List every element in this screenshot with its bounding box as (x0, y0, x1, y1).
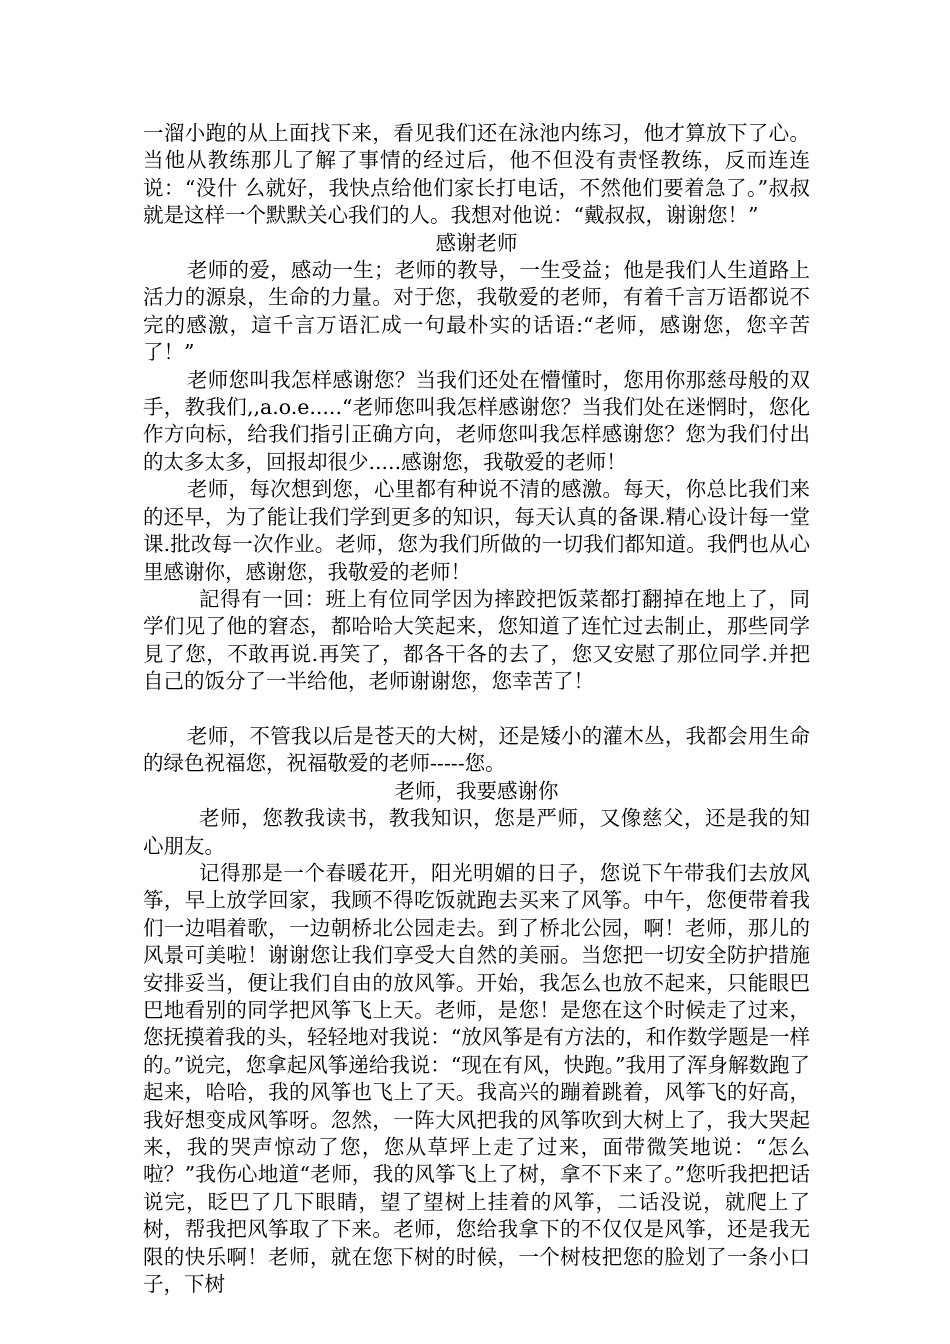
paragraph-remember-once: 記得有一回：班上有位同学因为摔跤把饭菜都打翻掉在地上了，同学们见了他的窘态，都哈哈大笑起来，您知道了连忙过去制止，那些同学見了您，不敢再说.再笑了，都各干各的去了，您又安慰了那位同学.并把自己的饭分了一半给他，老师谢谢您，您幸苦了！ (143, 586, 810, 694)
section-heading-i-want-to-thank: 老师，我要感谢你 (394, 778, 559, 803)
paragraph-kite-story: 记得那是一个春暖花开，阳光明媚的日子，您说下午带我们去放风筝，早上放学回家，我顾不得吃饭就跑去买来了风筝。中午，您便带着我们一边唱着歌，一边朝桥北公园走去。到了桥北公园，啊！老师，那儿的风景可美啦！谢谢您让我们享受大自然的美丽。当您把一切安全防护措施安排妥当，便让我们自由的放风筝。开始，我怎么也放不起来，只能眼巴巴地看别的同学把风筝飞上天。老师，是您！是您在这个时候走了过来，您抚摸着我的头，轻轻地对我说：“放风筝是有方法的，和作数学题是一样的。”说完，您拿起风筝递给我说：“现在有风，快跑。”我用了浑身解数跑了起来，哈哈，我的风筝也飞上了天。我高兴的蹦着跳着，风筝飞的好高，我好想变成风筝呀。忽然，一阵大风把我的风筝吹到大树上了，我大哭起来，我的哭声惊动了您，您从草坪上走了过来，面带微笑地说：“怎么啦？”我伤心地道“老师，我的风筝飞上了树，拿不下来了。”您听我把把话说完，眨巴了几下眼睛，望了望树上挂着的风筝，二话没说，就爬上了树，帮我把风筝取了下来。老师，您给我拿下的不仅仅是风筝，还是我无限的快乐啊！老师，就在您下树的时候，一个树枝把您的脸划了一条小口子，下树 (143, 860, 810, 1297)
paragraph-how-to-thank: 老师您叫我怎样感谢您？当我们还处在懵懂时，您用你那慈母般的双手，教我们,,a.o.e.....“老师您叫我怎样感谢您？当我们处在迷惘时，您化作方向标，给我们指引正确方向，老师您叫我怎样感谢您？您为我们付出的太多太多，回报却很少.....感谢您，我敬爱的老师！ (143, 367, 810, 474)
document-page (143, 120, 810, 1298)
blank-line (143, 696, 810, 723)
paragraph-no-matter: 老师，不管我以后是苍天的大树，还是矮小的灌木丛，我都会用生命的绿色祝福您，祝福敬爱的老师-----您。 (143, 723, 810, 776)
paragraph-intro: 一溜小跑的从上面找下来，看见我们还在泳池内练习，他才算放下了心。当他从教练那儿了解了事情的经过后，他不但没有责怪教练，反而连连说：“没什 么就好，我快点给他们家长打电话，不然他们要着急了。”叔叔就是这样一个默默关心我们的人。我想对他说：“戴叔叔，谢谢您！” (143, 121, 810, 228)
paragraph-teacher-love: 老师的爱，感动一生；老师的教导，一生受益；他是我们人生道路上活力的源泉，生命的力量。对于您，我敬爱的老师，有着千言万语都说不完的感激，這千言万语汇成一句最朴实的话语:“老师，感谢您，您辛苦了！” (143, 258, 810, 365)
paragraph-every-time: 老师，每次想到您，心里都有种说不清的感激。每天，你总比我们来的还早，为了能让我们学到更多的知识，每天认真的备课.精心设计每一堂课.批改每一次作业。老师，您为我们所做的一切我们都知道。我們也从心里感谢你，感谢您，我敬爱的老师！ (143, 477, 810, 584)
section-heading-thank-teacher: 感谢老师 (435, 230, 518, 255)
paragraph-you-taught-me: 老师，您教我读书，教我知识，您是严师，又像慈父，还是我的知心朋友。 (143, 806, 810, 858)
